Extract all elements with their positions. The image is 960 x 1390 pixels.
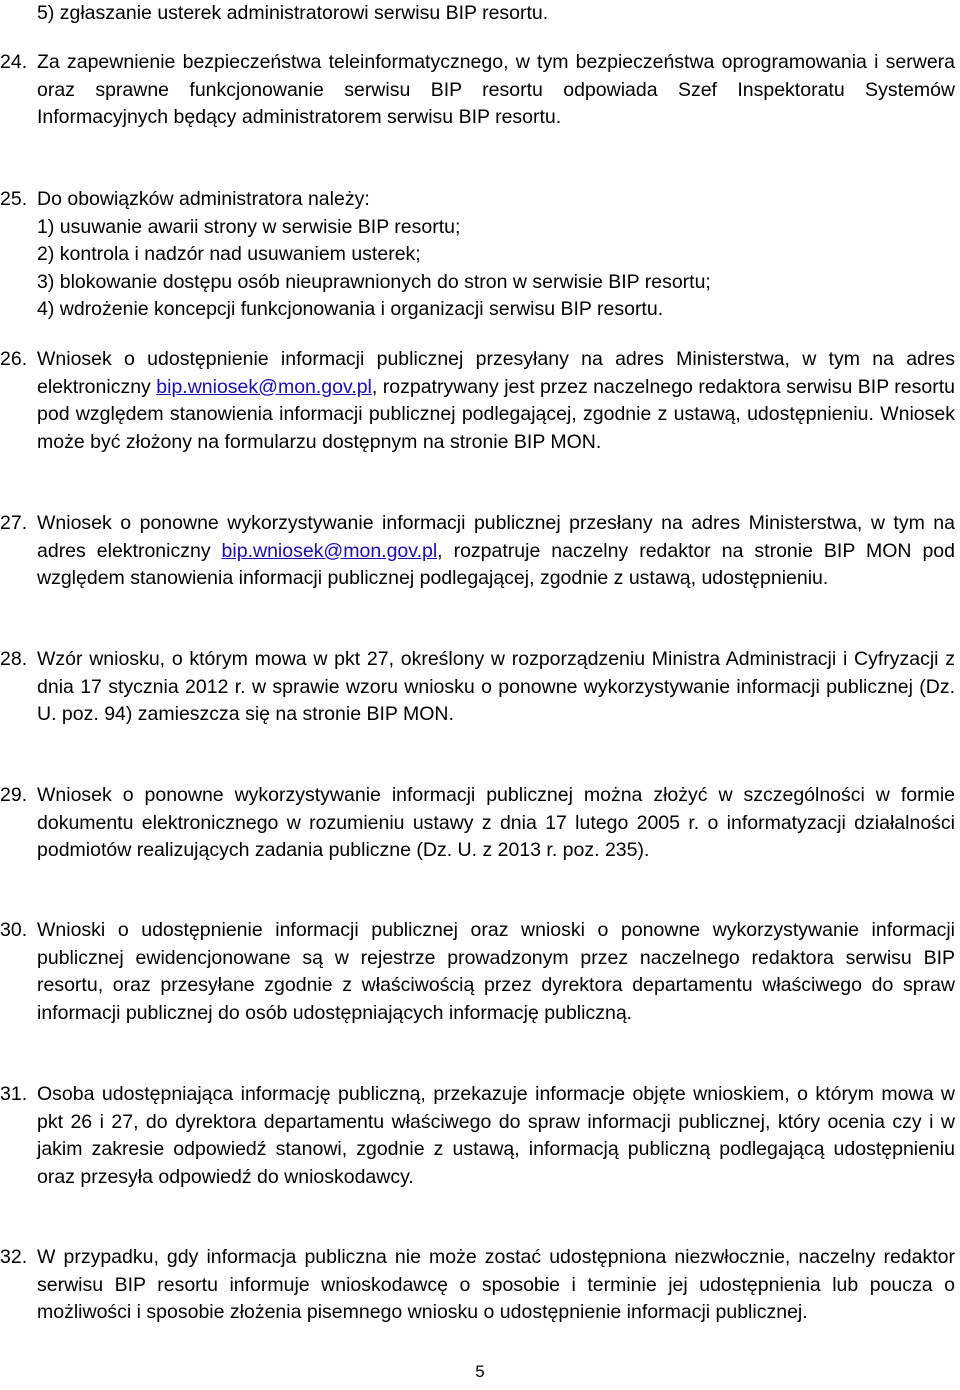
section-text: Wniosek o ponowne wykorzystywanie informacji publicznej można złożyć w szczególności w formie dokumentu elektronicznego w rozumieniu ustawy z dnia 17 lutego 2005 r. o informatyzacji działalności podmiotów realizujących zadania publiczne (Dz. U. z 2013 r. poz. 235). [37, 784, 955, 861]
email-link[interactable]: bip.wniosek@mon.gov.pl [156, 375, 372, 398]
list-item: 1) usuwanie awarii strony w serwisie BIP resortu; [37, 215, 461, 238]
section-number: 28. [0, 648, 28, 670]
carry-over-list-item [37, 0, 955, 28]
section-number: 32. [0, 1246, 28, 1268]
section-text: Wnioski o udostępnienie informacji publicznej oraz wnioski o ponowne wykorzystywanie informacji publicznej ewidencjonowane są w rejestrze prowadzonym przez naczelnego redaktora serwisu BIP resortu, oraz przesyłane zgodnie z właściwością przez dyrektora departamentu właściwego do spraw informacji publicznej do osób udostępniających informację publiczną. [37, 919, 955, 1024]
section-text-pre: Wniosek o ponowne wykorzystywanie informacji publicznej przesłany na adres Ministerstwa, w tym na adres elektroniczny [37, 512, 955, 562]
section-text [37, 510, 955, 593]
section-text: Za zapewnienie bezpieczeństwa teleinformatycznego, w tym bezpieczeństwa oprogramowania i serwera oraz sprawne funkcjonowanie serwisu BIP resortu odpowiada Szef Inspektoratu Systemów Informacyjnych będący administratorem serwisu BIP resortu. [37, 51, 955, 128]
section-number: 27. [0, 512, 28, 534]
section-text: Do obowiązków administratora należy: [37, 188, 370, 210]
section-number: 24. [0, 51, 28, 73]
section-24 [0, 49, 955, 132]
list-item: 4) wdrożenie koncepcji funkcjonowania i organizacji serwisu BIP resortu. [37, 298, 664, 320]
section-31 [0, 1081, 955, 1191]
section-26 [0, 346, 955, 456]
section-text-pre: Wniosek o udostępnienie informacji publicznej przesyłany na adres Ministerstwa, w tym na adres elektroniczny [37, 348, 955, 398]
email-link[interactable]: bip.wniosek@mon.gov.pl [221, 539, 438, 562]
section-25 [0, 186, 955, 324]
section-number: 30. [0, 919, 28, 941]
list-item: 2) kontrola i nadzór nad usuwaniem usterek; [37, 243, 421, 265]
list-item: 3) blokowanie dostępu osób nieuprawnionych do stron w serwisie BIP resortu; [37, 270, 711, 293]
section-text: W przypadku, gdy informacja publiczna nie może zostać udostępniona niezwłocznie, naczelny redaktor serwisu BIP resortu informuje wnioskodawcę o sposobie i terminie jej udostępnienia lub poucza o możliwości i sposobie złożenia pisemnego wniosku o udostępnienie informacji publicznej. [37, 1246, 955, 1323]
page-number: 5 [475, 1362, 485, 1381]
section-text-post: , rozpatruje naczelny redaktor na stronie BIP MON pod względem stanowienia informacji publicznej podlegającej, zgodnie z ustawą, udostępnieniu. [37, 539, 955, 589]
section-30 [0, 917, 955, 1027]
section-number: 29. [0, 784, 28, 806]
section-29 [0, 782, 955, 865]
section-32 [0, 1244, 955, 1327]
section-text [37, 346, 955, 456]
section-27 [0, 510, 955, 593]
section-28 [0, 646, 955, 729]
section-number: 26. [0, 348, 28, 370]
section-number: 31. [0, 1083, 28, 1105]
section-number: 25. [0, 188, 28, 210]
section-text: Wzór wniosku, o którym mowa w pkt 27, określony w rozporządzeniu Ministra Administracji i Cyfryzacji z dnia 17 stycznia 2012 r. w sprawie wzoru wniosku o ponowne wykorzystywanie informacji publicznej (Dz. U. poz. 94) zamieszcza się na stronie BIP MON. [37, 648, 955, 725]
section-text: Osoba udostępniająca informację publiczną, przekazuje informacje objęte wnioskiem, o którym mowa w pkt 26 i 27, do dyrektora departamentu właściwego do spraw informacji publicznej, który ocenia czy i w jakim zakresie odpowiedź stanowi, zgodnie z ustawą, informacją publiczną podlegającą udostępnieniu oraz przesyła odpowiedź do wnioskodawcy. [37, 1083, 955, 1188]
section-text-post: , rozpatrywany jest przez naczelnego redaktora serwisu BIP resortu pod względem stanowienia informacji publicznej podlegającej, zgodnie z ustawą, udostępnieniu. Wniosek może być złożony na formularzu dostępnym na stronie BIP MON. [37, 375, 955, 453]
carry-over-text: 5) zgłaszanie usterek administratorowi serwisu BIP resortu. [37, 2, 549, 24]
